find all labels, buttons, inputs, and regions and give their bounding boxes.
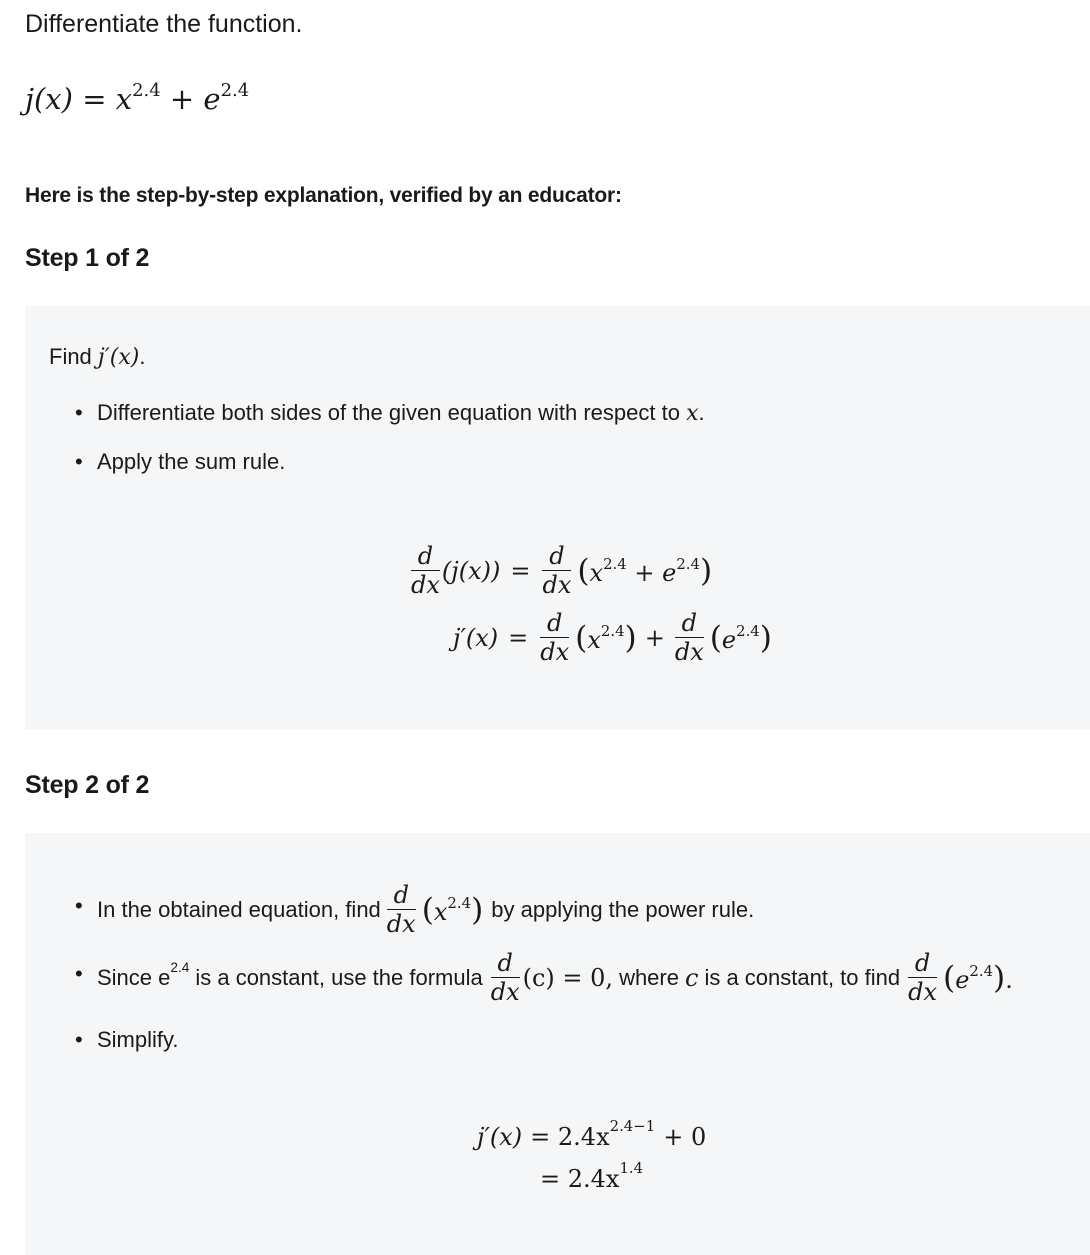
step1-heading: Step 1 of 2 [25,244,150,272]
step2-result-line-1: j′(x) = 2.4x $^{2.4-1}$ + 0 [477,1116,707,1151]
step1-equation-line-1: $\frac{d}{dx}$ (j(x)) = $\frac{d}{dx}$ $(x^{2.4} + e^{2.4})$ [411,542,713,599]
step1-find-text: Find j′(x). [49,344,146,370]
step1-card [25,306,1090,730]
step1-equation-line-2: j′(x) = $\frac{d}{dx}$ $(x^{2.4})$ + $\frac{d}{dx}$ $(e^{2.4})$ [453,609,772,666]
step2-card [25,833,1090,1255]
step1-bullet-2: • Apply the sum rule. [75,449,286,474]
step2-bullet-1: • In the obtained equation, find $\frac{d}{dx}$ $(x^{2.4})$ by applying the power rule. [75,881,755,938]
explanation-intro: Here is the step-by-step explanation, verified by an educator: [25,184,622,207]
problem-prompt: Differentiate the function. [25,10,303,38]
function-definition: $j(x) = x^{2.4} + e^{2.4}$ [25,79,250,116]
step2-result-line-2: = 2.4x $^{1.4}$ [540,1158,644,1193]
step2-bullet-2: • Since e $^{2.4}$ is a constant, use the formula $\frac{d}{dx}$ (c) = 0, where c is a constant, to find $\frac{d}{dx}$ $(e^{2.4})$. [75,949,1013,1006]
step2-heading: Step 2 of 2 [25,771,150,799]
step1-bullet-1: • Differentiate both sides of the given equation with respect to x. [75,400,705,426]
step2-bullet-3: • Simplify. [75,1027,179,1052]
